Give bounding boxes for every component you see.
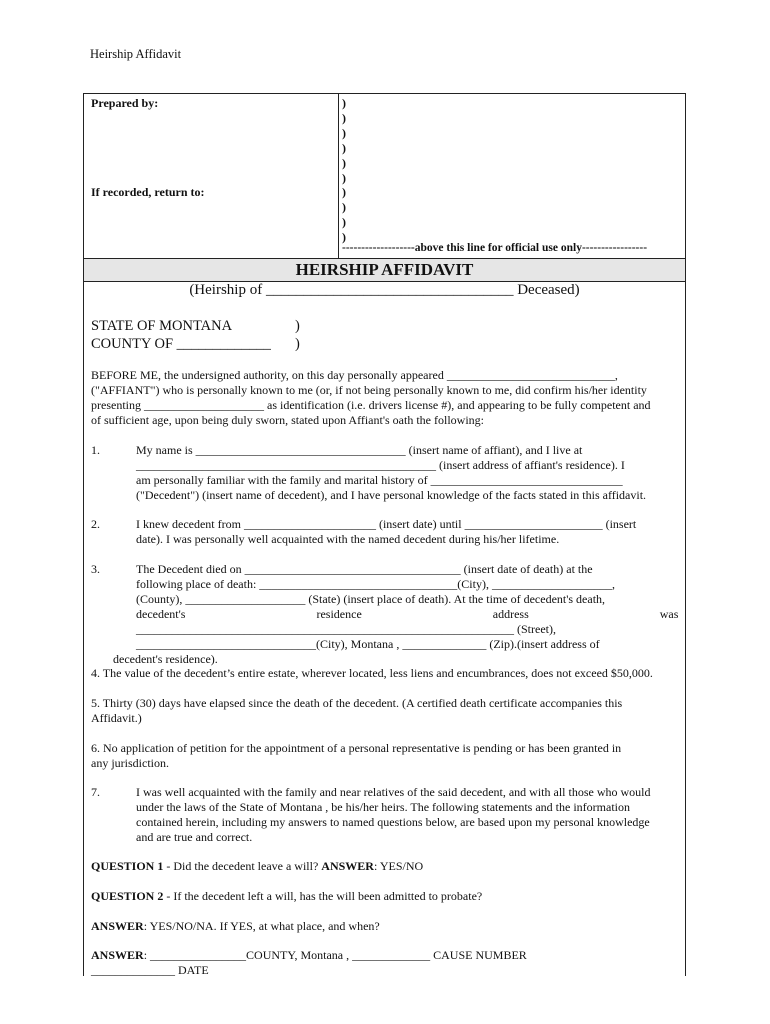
state-line: STATE OF MONTANA	[91, 318, 233, 334]
item-2-line: I knew decedent from ______________________ (insert date) until _______________________ (insert	[136, 517, 637, 531]
item-5-line: Affidavit.)	[91, 711, 142, 725]
venue-paren: )	[295, 336, 300, 352]
running-header: Heirship Affidavit	[90, 47, 182, 61]
item-7-line: and are true and correct.	[136, 830, 253, 844]
item-number-3: 3.	[91, 562, 100, 576]
question-1-label: QUESTION 1	[91, 859, 164, 873]
heirship-of-line: (Heirship of _________________________________ Deceased)	[189, 282, 580, 298]
county-line: COUNTY OF _____________	[91, 336, 271, 352]
answer-2	[91, 919, 680, 934]
item-3-line: (County), ____________________ (State) (insert place of death). At the time of decedent's death,	[136, 592, 606, 606]
item-3-line: The Decedent died on ____________________________________ (insert date of death) at the	[136, 562, 593, 576]
question-1	[91, 859, 680, 874]
form-border-right	[685, 93, 686, 976]
question-2-text: - If the decedent left a will, has the will been admitted to probate?	[163, 889, 483, 903]
item-7-line: contained herein, including my answers to named questions below, are based upon my personal knowledge	[136, 815, 650, 829]
item-3-line: following place of death: _________________________________(City), ____________________,	[136, 577, 615, 591]
prepared-by-label: Prepared by:	[91, 96, 159, 110]
item-number-1: 1.	[91, 443, 100, 457]
item-number-7: 7.	[91, 785, 100, 799]
item-4: 4. The value of the decedent’s entire estate, wherever located, less liens and encumbrances, does not exceed $50,000.	[91, 666, 653, 680]
item-1-line: My name is ___________________________________ (insert name of affiant), and I live at	[136, 443, 583, 457]
item-7-line: under the laws of the State of Montana , be his/her heirs. The following statements and the information	[136, 800, 630, 814]
item-7-line: I was well acquainted with the family and near relatives of the said decedent, and with all those who would	[136, 785, 651, 799]
item-5-line: 5. Thirty (30) days have elapsed since the death of the decedent. (A certified death certificate accompanies this	[91, 696, 623, 710]
item-number-2: 2.	[91, 517, 100, 531]
answer-3-date: ______________ DATE	[91, 963, 209, 977]
intro-line: ("AFFIANT") who is personally known to me (or, if not being personally known to me, did confirm his/her identity	[91, 383, 647, 397]
answer-2-text: : YES/NO/NA. If YES, at what place, and when?	[143, 919, 380, 933]
item-2-line: date). I was personally well acquainted with the named decedent during his/her lifetime.	[136, 532, 560, 546]
intro-line: of sufficient age, upon being duly sworn, stated upon Affiant's oath the following:	[91, 413, 484, 427]
answer-3-text: : ________________COUNTY, Montana , _____________ CAUSE NUMBER	[143, 948, 527, 962]
item-3-line: _______________________________________________________________ (Street),	[136, 622, 556, 636]
intro-line: presenting ____________________ as identification (i.e. drivers license #), and appearing to be fully competent and	[91, 398, 651, 412]
recording-parens: ) ) ) ) ) ) ) ) ) )	[342, 96, 346, 245]
question-2-label: QUESTION 2	[91, 889, 164, 903]
answer-label: ANSWER	[321, 859, 374, 873]
item-1-line: am personally familiar with the family and marital history of ________________________________	[136, 473, 623, 487]
venue-paren: )	[295, 318, 300, 334]
answer-label: ANSWER	[91, 919, 144, 933]
item-3-line: ______________________________(City), Montana , ______________ (Zip).(insert address of	[136, 637, 600, 651]
item-6-line: 6. No application of petition for the appointment of a personal representative is pending or has been granted in	[91, 741, 622, 755]
form-border-left	[83, 93, 84, 976]
answer-3	[91, 948, 680, 963]
question-2	[91, 889, 680, 904]
item-3-line: decedent's residence address was	[136, 607, 679, 621]
return-to-label: If recorded, return to:	[91, 185, 205, 199]
question-1-text: - Did the decedent leave a will?	[163, 859, 322, 873]
official-use-line: -------------------above this line for official use only-----------------	[342, 242, 648, 254]
item-1-line: __________________________________________________ (insert address of affiant's residence). I	[136, 458, 625, 472]
answer-label: ANSWER	[91, 948, 144, 962]
item-6-line: any jurisdiction.	[91, 756, 169, 770]
item-3-tail: decedent's residence).	[113, 652, 218, 666]
question-1-answer: : YES/NO	[373, 859, 424, 873]
item-1-line: ("Decedent") (insert name of decedent), and I have personal knowledge of the facts stated in this affidavit.	[136, 488, 647, 502]
document-title: HEIRSHIP AFFIDAVIT	[295, 260, 474, 279]
recording-divider	[338, 93, 339, 258]
form-border-top	[83, 93, 686, 94]
intro-line: BEFORE ME, the undersigned authority, on this day personally appeared ____________________________,	[91, 368, 618, 382]
